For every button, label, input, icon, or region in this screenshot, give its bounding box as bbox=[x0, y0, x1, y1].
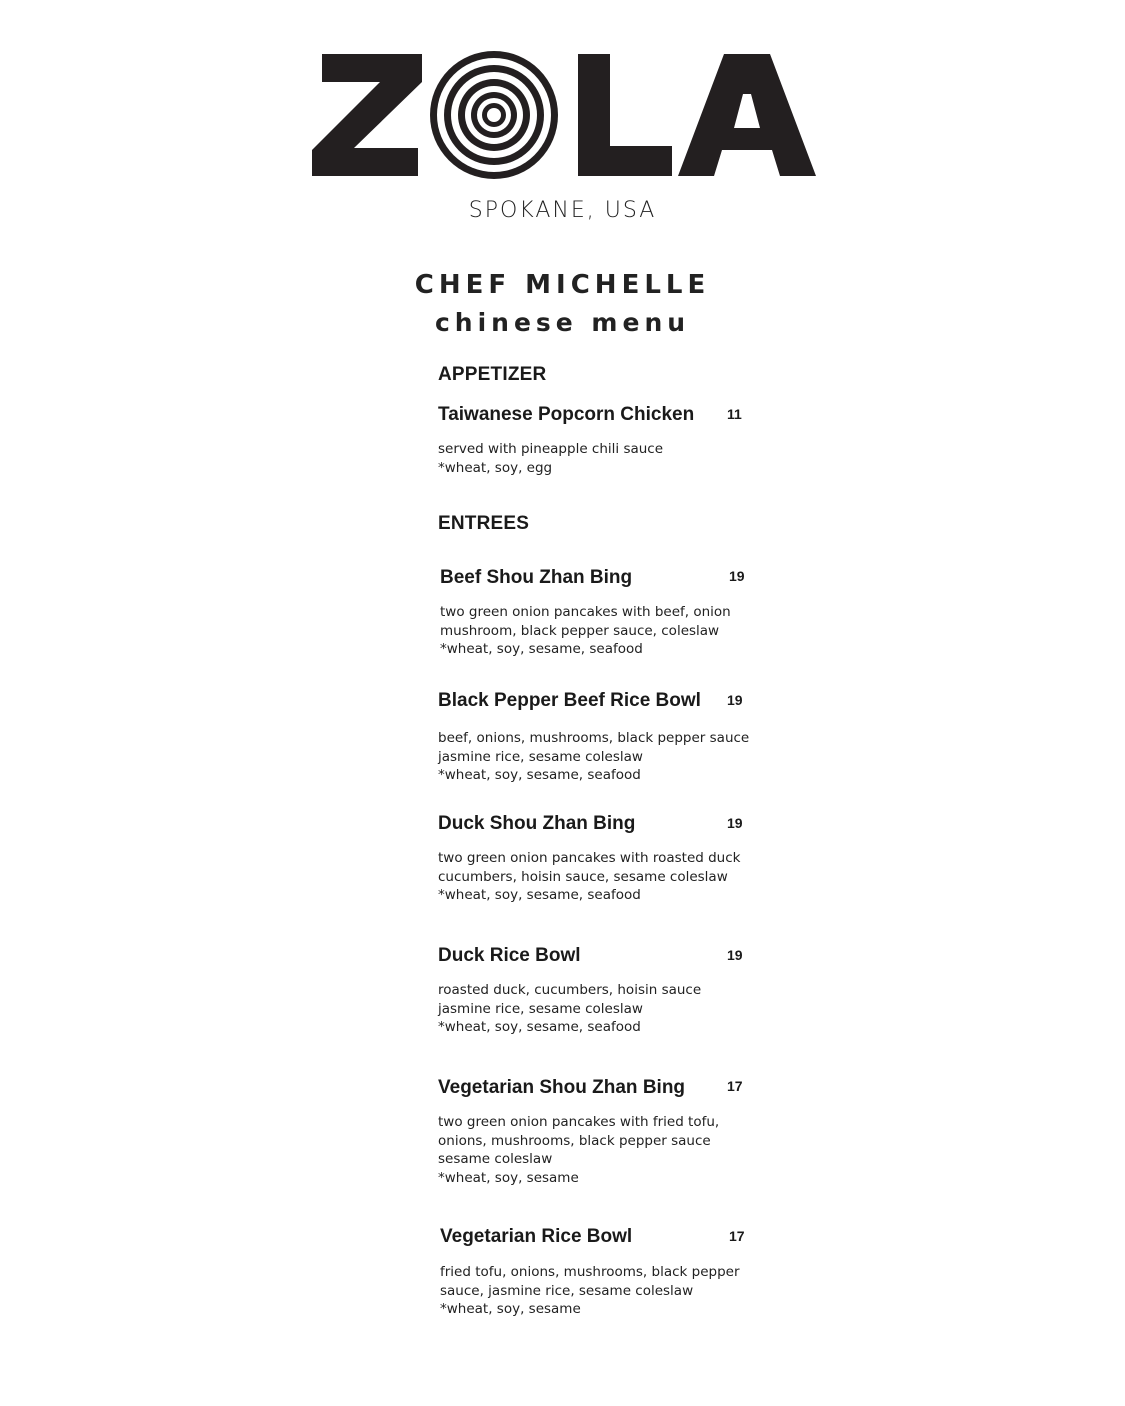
desc-line: beef, onions, mushrooms, black pepper sauce bbox=[438, 730, 750, 746]
allergen-line: *wheat, soy, egg bbox=[438, 459, 553, 476]
item-price: 19 bbox=[727, 815, 743, 831]
allergen-line: *wheat, soy, sesame, seafood bbox=[438, 887, 641, 904]
desc-line: mushroom, black pepper sauce, coleslaw bbox=[440, 622, 720, 639]
item-price: 19 bbox=[727, 947, 743, 963]
desc-line: two green onion pancakes with beef, onion bbox=[440, 604, 731, 620]
item-description bbox=[438, 729, 749, 785]
section-title-entrees: ENTREES bbox=[438, 513, 530, 534]
allergen-line: *wheat, soy, sesame bbox=[438, 1169, 579, 1186]
item-price: 19 bbox=[729, 568, 745, 584]
chef-name: CHEF MICHELLE bbox=[414, 270, 711, 300]
item-price: 11 bbox=[727, 406, 742, 422]
desc-line: two green onion pancakes with fried tofu, bbox=[438, 1114, 720, 1130]
item-description bbox=[438, 440, 663, 477]
logo-letter-l bbox=[578, 54, 672, 176]
desc-line: roasted duck, cucumbers, hoisin sauce bbox=[438, 982, 702, 998]
item-description bbox=[438, 1113, 719, 1187]
section-title-appetizer: APPETIZER bbox=[438, 364, 547, 385]
item-price: 19 bbox=[727, 692, 743, 708]
allergen-line: *wheat, soy, sesame, seafood bbox=[438, 767, 641, 784]
desc-line: fried tofu, onions, mushrooms, black pepper bbox=[440, 1264, 740, 1280]
desc-line: two green onion pancakes with roasted duck bbox=[438, 850, 741, 866]
item-description bbox=[440, 1263, 740, 1319]
item-name: Beef Shou Zhan Bing bbox=[440, 567, 633, 588]
logo-letter-z bbox=[312, 54, 422, 176]
item-name: Vegetarian Rice Bowl bbox=[440, 1226, 633, 1247]
restaurant-location: SPOKANE, USA bbox=[468, 198, 657, 223]
item-name: Duck Shou Zhan Bing bbox=[438, 813, 636, 834]
desc-line: sesame coleslaw bbox=[438, 1151, 553, 1168]
desc-line: sauce, jasmine rice, sesame coleslaw bbox=[440, 1282, 694, 1299]
item-price: 17 bbox=[729, 1228, 745, 1244]
logo-letter-o-rings bbox=[430, 51, 558, 179]
logo-letter-a bbox=[678, 54, 816, 176]
desc-line: jasmine rice, sesame coleslaw bbox=[438, 748, 643, 765]
allergen-line: *wheat, soy, sesame, seafood bbox=[440, 641, 643, 658]
item-price: 17 bbox=[727, 1078, 743, 1094]
item-name: Duck Rice Bowl bbox=[438, 945, 581, 966]
allergen-line: *wheat, soy, sesame bbox=[440, 1301, 581, 1318]
item-description bbox=[438, 849, 740, 905]
zola-logo bbox=[312, 46, 818, 180]
desc-line: jasmine rice, sesame coleslaw bbox=[438, 1000, 643, 1017]
item-name: Taiwanese Popcorn Chicken bbox=[438, 404, 695, 425]
menu-title: chinese menu bbox=[434, 308, 691, 337]
desc-line: cucumbers, hoisin sauce, sesame coleslaw bbox=[438, 868, 728, 885]
item-name: Black Pepper Beef Rice Bowl bbox=[438, 690, 701, 711]
item-description bbox=[438, 981, 701, 1037]
allergen-line: *wheat, soy, sesame, seafood bbox=[438, 1019, 641, 1036]
item-name: Vegetarian Shou Zhan Bing bbox=[438, 1077, 686, 1098]
desc-line: onions, mushrooms, black pepper sauce bbox=[438, 1132, 711, 1149]
item-description bbox=[440, 603, 731, 659]
desc-line: served with pineapple chili sauce bbox=[438, 441, 664, 457]
